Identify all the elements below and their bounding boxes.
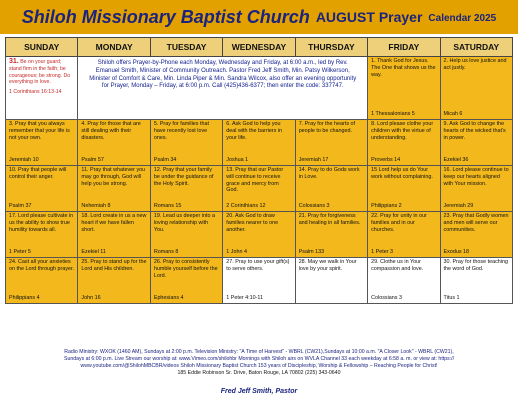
weekday-header-row (6, 38, 513, 57)
day-cell (368, 258, 440, 304)
day-cell (223, 120, 295, 166)
week-row-1 (6, 57, 513, 120)
week-row-3 (6, 166, 513, 212)
day-cell (440, 57, 512, 120)
announcement-text: Shiloh offers Prayer-by-Phone each Monday, Wednesday and Friday, at 6:00 a.m., led by Rev. Emanuel Smith, Minister of Community Outreach. Pastor Fred Jeff Smith, Min. Patsy Wilkerson, Minister of Comfort & Care, Min. Linda Piper & Min. Sandra Wilcox, also offer an evening opportunity for Prayer, Monday – Friday, at 6:00 p.m. Call (425)436-6377; then enter the code: 337747. (89, 60, 357, 90)
day-cell (440, 212, 512, 258)
prayer-note: 20. Ask God to draw families nearer to one another. (226, 213, 279, 233)
day-cell (6, 212, 78, 258)
day-cell (6, 166, 78, 212)
ministry-footer (0, 349, 518, 377)
day-cell (78, 120, 150, 166)
prayer-note: 18. Lord create in us a new heart if we have fallen short. (81, 213, 147, 233)
prayer-note: 8. Lord please clothe your children with the virtue of understanding. (371, 121, 434, 141)
day-cell (78, 258, 150, 304)
prayer-note: 15 Lord help us do Your work without complaining. (371, 167, 433, 180)
prayer-note: 26. Pray to consistently humble yourself before the Lord. (153, 259, 218, 279)
calendar-header (0, 0, 518, 34)
scripture-date: 31. (9, 58, 19, 65)
prayer-note: 3. Pray that you always remember that your life is not your own. (9, 121, 70, 141)
scripture-reference: Titus 1 (443, 295, 460, 302)
footer-line: Radio Ministry: WXOK (1460 AM), Sundays at 2:00 p.m. Television Ministry: "A Time of Harvest" - WBRL (CW21),Sundays at 10:00 a.m. "A Closer Look" - WBRL (CW21), (64, 349, 454, 355)
scripture-cell (6, 57, 78, 120)
prayer-note: 30. Pray for those teaching the word of God. (443, 259, 508, 272)
scripture-reference: Jeremiah 29 (443, 203, 474, 210)
week-row-2 (6, 120, 513, 166)
prayer-note: 28. May we walk in Your love by your spirit. (298, 259, 357, 272)
prayer-note: 27. Pray to use your gift(s) to serve others. (226, 259, 290, 272)
scripture-reference: Jeremiah 10 (9, 157, 39, 164)
calendar-grid (5, 37, 513, 304)
church-name: Shiloh Missionary Baptist Church (21, 6, 310, 27)
day-cell (150, 212, 222, 258)
day-cell (295, 120, 367, 166)
day-cell (368, 57, 440, 120)
prayer-note: 1. Thank God for Jesus. The One that shows us the way. (371, 58, 436, 78)
day-cell (150, 120, 222, 166)
scripture-reference: Psalm 37 (9, 203, 32, 210)
day-cell (440, 166, 512, 212)
scripture-reference: 2 Corinthians 12 (226, 203, 266, 210)
day-cell (295, 258, 367, 304)
scripture-reference: Colossians 3 (371, 295, 402, 302)
day-header-wednesday: WEDNESDAY (223, 38, 295, 57)
month-title: AUGUST Prayer (315, 9, 423, 25)
scripture-reference: 1 Peter 4:10-11 (226, 295, 264, 302)
prayer-note: 23. Pray that Godly women and men will serve our communities. (443, 213, 509, 233)
day-cell (78, 212, 150, 258)
day-cell (150, 258, 222, 304)
scripture-reference: Psalm 133 (298, 249, 325, 256)
day-header-friday: FRIDAY (368, 38, 440, 57)
week-row-5 (6, 258, 513, 304)
prayer-note: 14. Pray to do Gods work in Love. (298, 167, 360, 180)
scripture-reference: Ephesians 4 (153, 295, 184, 302)
scripture-reference: Ezekiel 11 (81, 249, 106, 256)
day-cell (295, 212, 367, 258)
scripture-reference: Proverbs 14 (371, 157, 401, 164)
scripture-reference: Psalm 57 (81, 157, 104, 164)
scripture-reference: Exodus 18 (443, 249, 470, 256)
scripture-reference: 1 Thessalonians 5 (371, 111, 415, 118)
day-header-sunday: SUNDAY (6, 38, 78, 57)
prayer-note: 7. Pray for the hearts of people to be changed. (298, 121, 356, 134)
day-cell (295, 166, 367, 212)
day-header-thursday: THURSDAY (295, 38, 367, 57)
prayer-note: 21. Pray for forgiveness and healing in all families. (298, 213, 361, 226)
day-cell (6, 120, 78, 166)
prayer-note: 16. Lord please continue to keep our hearts aligned with Your mission. (443, 167, 509, 187)
prayer-note: 13. Pray that our Pastor will continue to receive grace and mercy from God. (226, 167, 284, 194)
prayer-note: 24. Cast all your anxieties on the Lord through prayer. (9, 259, 75, 272)
prayer-note: 25. Pray to stand up for the Lord and His children. (81, 259, 147, 272)
scripture-reference: Colossians 3 (298, 203, 330, 210)
pastor-name: Fred Jeff Smith, Pastor (220, 388, 298, 395)
day-cell (6, 258, 78, 304)
scripture-reference: Nehemiah 8 (81, 203, 111, 210)
prayer-note: 10. Pray that people will control their anger. (9, 167, 67, 180)
footer-line: www.youtube.com/@ShilohMBCBR/videos Shiloh Missionary Baptist Church 153 years of Discipleship, Worship & Fellowship – Reaching People for Christ! (80, 363, 438, 370)
scripture-reference: 1 Peter 5 (9, 249, 31, 256)
calendar-label: Calendar 2025 (428, 12, 497, 24)
day-cell (440, 120, 512, 166)
scripture-reference: Micah 6 (443, 111, 463, 118)
scripture-reference: Ezekiel 36 (443, 157, 469, 164)
day-cell (223, 258, 295, 304)
prayer-note: 19. Lead us deeper into a loving relationship with You. (153, 213, 215, 233)
prayer-note: 29. Clothe us in Your compassion and love. (371, 259, 424, 272)
scripture-reference: Romans 15 (153, 203, 182, 210)
day-cell (223, 212, 295, 258)
prayer-by-phone-announcement (78, 57, 368, 120)
prayer-note: 17. Lord please cultivate in us the ability to show true humility towards all. (9, 213, 74, 233)
prayer-note: 11. Pray that whatever you may go through, God will help you be strong. (81, 167, 146, 187)
scripture-reference: Joshua 1 (226, 157, 249, 164)
day-header-saturday: SATURDAY (440, 38, 512, 57)
scripture-text: Be on your guard; stand firm in the faith; be courageous; be strong. Do everything in love. (9, 59, 71, 85)
day-cell (150, 166, 222, 212)
scripture-reference: Romans 8 (153, 249, 179, 256)
prayer-note: 12. Pray that your family be under the guidance of the Holy Spirit. (153, 167, 214, 187)
day-cell (78, 166, 150, 212)
day-header-monday: MONDAY (78, 38, 150, 57)
scripture-reference: Psalm 34 (153, 157, 177, 164)
footer-line: Sundays at 6:00 p.m. Live Stream our worship at: www.Vimeo.com/shilohbr Mornings with Shiloh airs on WVLA Channel 33 each weekday at 6:58 a. m. or view at: https:// (63, 356, 455, 363)
day-cell (368, 120, 440, 166)
day-cell (368, 212, 440, 258)
prayer-note: 5. Pray for families that have recently lost love ones. (153, 121, 209, 141)
scripture-reference: John 16 (81, 295, 101, 302)
scripture-ref: 1 Corinthians 16:13-14 (9, 89, 62, 96)
day-cell (223, 166, 295, 212)
prayer-note: 22. Pray for unity in our families and in our churches. (371, 213, 427, 233)
scripture-reference: Jeremiah 17 (298, 157, 329, 164)
week-row-4 (6, 212, 513, 258)
church-address: 185 Eddie Robinson Sr. Drive, Baton Rouge, LA 70802 (225) 343-0640 (177, 370, 341, 377)
scripture-reference: Philippians 2 (371, 203, 402, 210)
scripture-reference: 1 Peter 3 (371, 249, 393, 256)
prayer-note: 2. Help us love justice and act justly. (443, 58, 507, 71)
scripture-reference: Philippians 4 (9, 295, 40, 302)
day-header-tuesday: TUESDAY (150, 38, 222, 57)
scripture-reference: 1 John 4 (226, 249, 247, 256)
prayer-note: 4. Pray for those that are still dealing with their disasters. (81, 121, 141, 141)
day-cell (368, 166, 440, 212)
prayer-note: 6. Ask God to help you deal with the barriers in your life. (226, 121, 282, 141)
prayer-note: 9. Ask God to change the hearts of the wicked that's in power. (443, 121, 506, 141)
day-cell (440, 258, 512, 304)
